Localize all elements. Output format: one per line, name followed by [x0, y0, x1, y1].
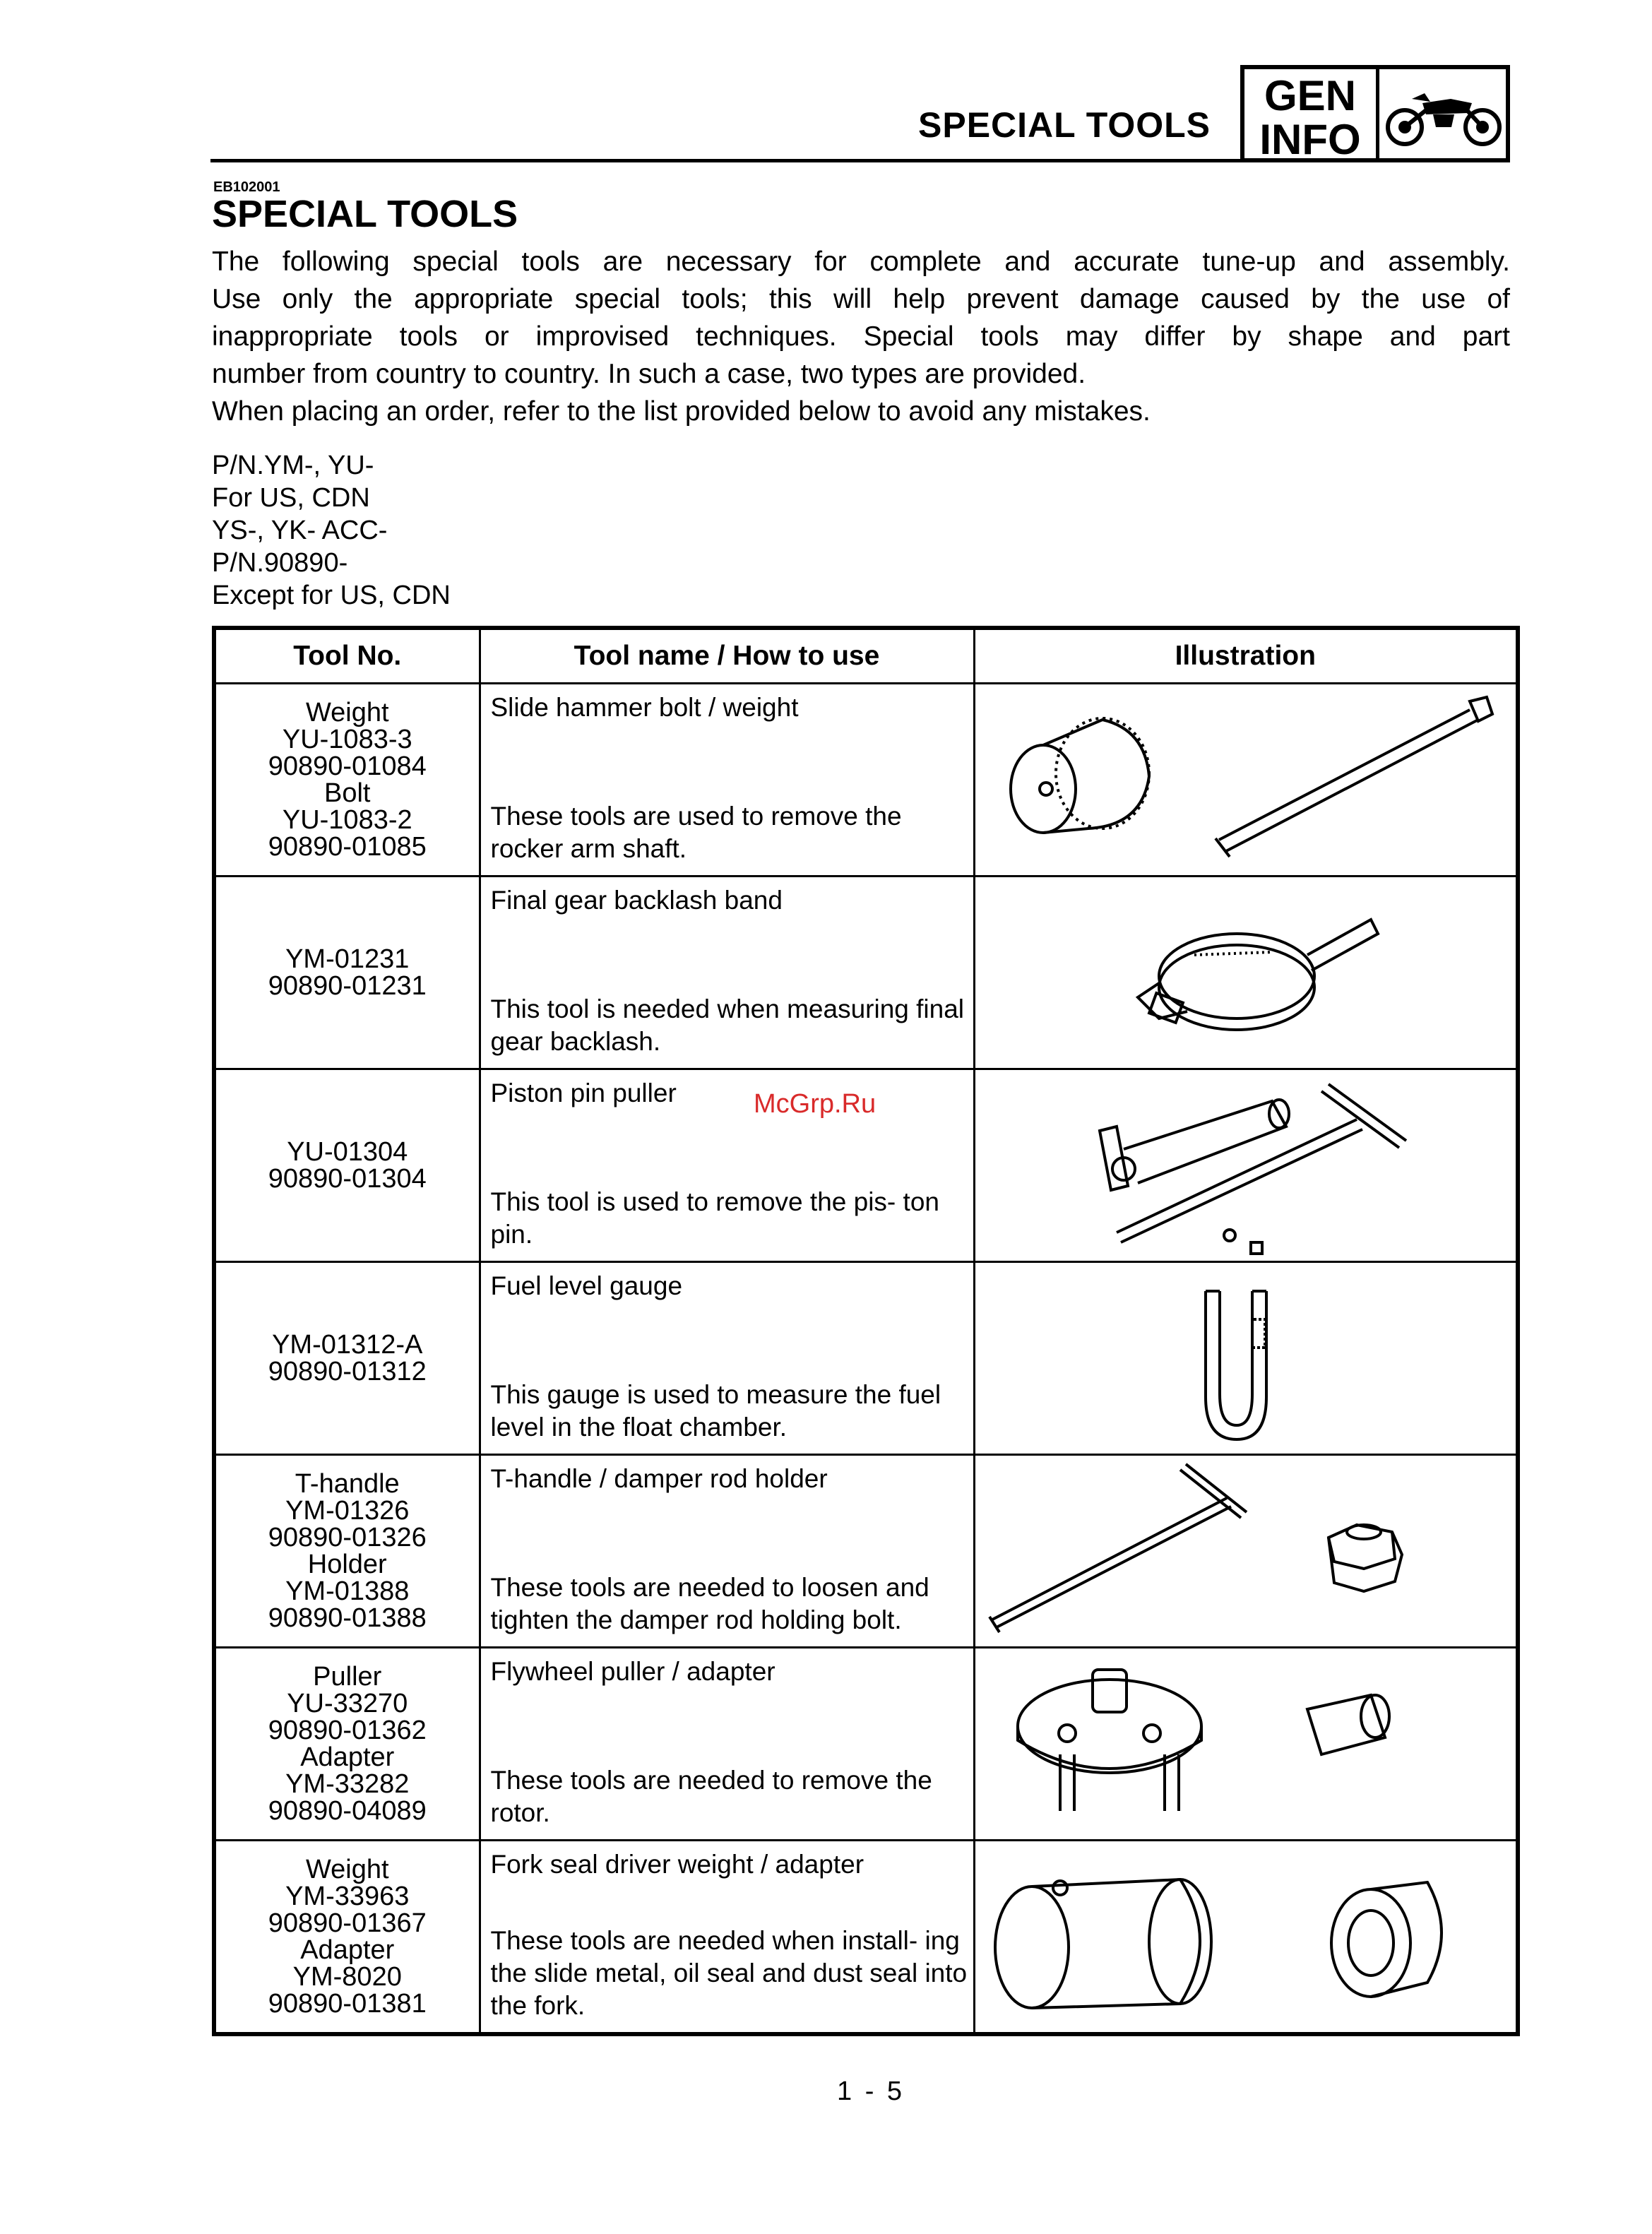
header-tool-name: Tool name / How to use — [480, 628, 974, 684]
tool-number: YU-1083-3 — [282, 725, 412, 754]
t-handle-icon — [975, 1456, 1519, 1646]
illustration-cell — [974, 1069, 1518, 1262]
motorcycle-icon — [1384, 78, 1504, 154]
tool-number: T-handle — [295, 1469, 400, 1499]
intro-line: When placing an order, refer to the list provided below to avoid any mistakes. — [212, 396, 1151, 427]
tool-name-cell — [480, 1648, 974, 1841]
tool-number: 90890-01312 — [268, 1357, 427, 1386]
tool-number-cell — [214, 1841, 480, 2035]
intro-line: inappropriate tools or improvised techniques. Special tools may differ by shape and part — [212, 321, 1510, 352]
tool-usage: This tool is used to remove the pis- ton pin. — [490, 1187, 939, 1249]
tool-number: Holder — [307, 1550, 387, 1579]
tool-number: YU-33270 — [287, 1689, 408, 1718]
illustration-cell — [974, 1648, 1518, 1841]
tool-name: Flywheel puller / adapter — [490, 1657, 776, 1686]
tool-number: Puller — [313, 1662, 382, 1692]
badge-icon-box — [1376, 65, 1510, 162]
tool-number: 90890-01231 — [268, 971, 427, 1001]
intro-paragraph — [212, 243, 1510, 430]
illustration-cell — [974, 1841, 1518, 2035]
tool-number: YM-8020 — [292, 1962, 402, 1992]
table-header-row — [214, 628, 1518, 684]
slide-hammer-icon — [975, 684, 1519, 875]
tool-usage: These tools are needed to loosen and tighten the damper rod holding bolt. — [490, 1573, 929, 1634]
tool-name-cell — [480, 684, 974, 877]
tool-number: Weight — [305, 698, 389, 727]
header-rule — [210, 159, 1240, 162]
tool-number-cell — [214, 684, 480, 877]
tool-number-cell — [214, 1262, 480, 1455]
tool-number: Bolt — [324, 778, 371, 808]
backlash-band-icon — [975, 877, 1519, 1068]
header-illustration: Illustration — [974, 628, 1518, 684]
legend-line: P/N.YM-, YU- — [212, 451, 374, 480]
tool-number: 90890-01304 — [268, 1164, 427, 1194]
tool-number: YM-01231 — [285, 944, 410, 974]
document-code: EB102001 — [213, 179, 280, 195]
tool-number-cell — [214, 877, 480, 1069]
tool-number: 90890-01326 — [268, 1523, 427, 1552]
legend-line: YS-, YK- ACC- — [212, 516, 388, 545]
tool-number: YM-33963 — [285, 1882, 410, 1911]
piston-pin-puller-icon — [975, 1070, 1519, 1261]
tool-number: Adapter — [300, 1742, 395, 1772]
tool-number: YU-1083-2 — [282, 805, 412, 835]
tool-usage: These tools are needed when install- ing the slide metal, oil seal and dust seal into the fork. — [490, 1926, 968, 2020]
tool-name: Fork seal driver weight / adapter — [490, 1850, 864, 1879]
tool-name-cell — [480, 1069, 974, 1262]
tool-number: YM-01312-A — [272, 1330, 423, 1360]
tool-name: Slide hammer bolt / weight — [490, 693, 799, 722]
legend-line: Except for US, CDN — [212, 581, 451, 610]
page-title: SPECIAL TOOLS — [212, 193, 518, 235]
tool-number: 90890-01362 — [268, 1716, 427, 1745]
tool-number: Weight — [305, 1855, 389, 1884]
tool-usage: This gauge is used to measure the fuel level in the float chamber. — [490, 1380, 941, 1442]
tool-name-cell — [480, 1455, 974, 1648]
intro-line: The following special tools are necessary for complete and accurate tune-up and assembly. — [212, 246, 1510, 277]
fuel-level-gauge-icon — [975, 1263, 1519, 1454]
tool-name: Fuel level gauge — [490, 1271, 683, 1300]
tool-number: 90890-01085 — [268, 832, 427, 862]
illustration-cell — [974, 1262, 1518, 1455]
tool-usage: This tool is needed when measuring final gear backlash. — [490, 994, 964, 1056]
table-row — [214, 1841, 1518, 2035]
tool-name-cell — [480, 877, 974, 1069]
header-section-title: SPECIAL TOOLS — [918, 105, 1211, 145]
gen-info-badge — [1240, 65, 1380, 162]
header-tool-no: Tool No. — [214, 628, 480, 684]
tool-number: 90890-04089 — [268, 1796, 427, 1826]
table-row — [214, 1262, 1518, 1455]
part-number-legend — [212, 449, 451, 612]
tool-usage: These tools are needed to remove the rotor. — [490, 1766, 932, 1827]
tool-number: Adapter — [300, 1935, 395, 1965]
page-number: 1 - 5 — [837, 2076, 905, 2106]
tool-number: 90890-01084 — [268, 751, 427, 781]
intro-line: number from country to country. In such a case, two types are provided. — [212, 359, 1086, 389]
illustration-cell — [974, 684, 1518, 877]
illustration-cell — [974, 877, 1518, 1069]
tool-number: 90890-01388 — [268, 1603, 427, 1633]
tool-name-cell — [480, 1841, 974, 2035]
table-row — [214, 1455, 1518, 1648]
illustration-cell — [974, 1455, 1518, 1648]
special-tools-table — [212, 626, 1520, 2036]
intro-line: Use only the appropriate special tools; this will help prevent damage caused by the use of — [212, 284, 1510, 314]
tool-number: YM-33282 — [285, 1769, 410, 1799]
legend-line: P/N.90890- — [212, 548, 348, 578]
tool-usage: These tools are used to remove the rocker arm shaft. — [490, 802, 902, 863]
table-row — [214, 877, 1518, 1069]
tool-number: YM-01388 — [285, 1576, 410, 1606]
table-row — [214, 684, 1518, 877]
tool-name: Final gear backlash band — [490, 886, 783, 915]
tool-name: Piston pin puller — [490, 1079, 677, 1107]
tool-number-cell — [214, 1455, 480, 1648]
tool-number-cell — [214, 1648, 480, 1841]
tool-number: YU-01304 — [287, 1137, 408, 1167]
tool-number: 90890-01367 — [268, 1908, 427, 1938]
tool-number-cell — [214, 1069, 480, 1262]
flywheel-puller-icon — [975, 1648, 1519, 1839]
tool-number: YM-01326 — [285, 1496, 410, 1526]
tool-name: T-handle / damper rod holder — [490, 1464, 828, 1493]
badge-line-1: GEN — [1264, 72, 1357, 119]
fork-seal-driver-icon — [975, 1841, 1519, 2032]
tool-number: 90890-01381 — [268, 1989, 427, 2019]
tool-name-cell — [480, 1262, 974, 1455]
table-row — [214, 1648, 1518, 1841]
watermark: McGrp.Ru — [754, 1089, 876, 1119]
legend-line: For US, CDN — [212, 483, 370, 513]
badge-line-2: INFO — [1259, 116, 1361, 163]
